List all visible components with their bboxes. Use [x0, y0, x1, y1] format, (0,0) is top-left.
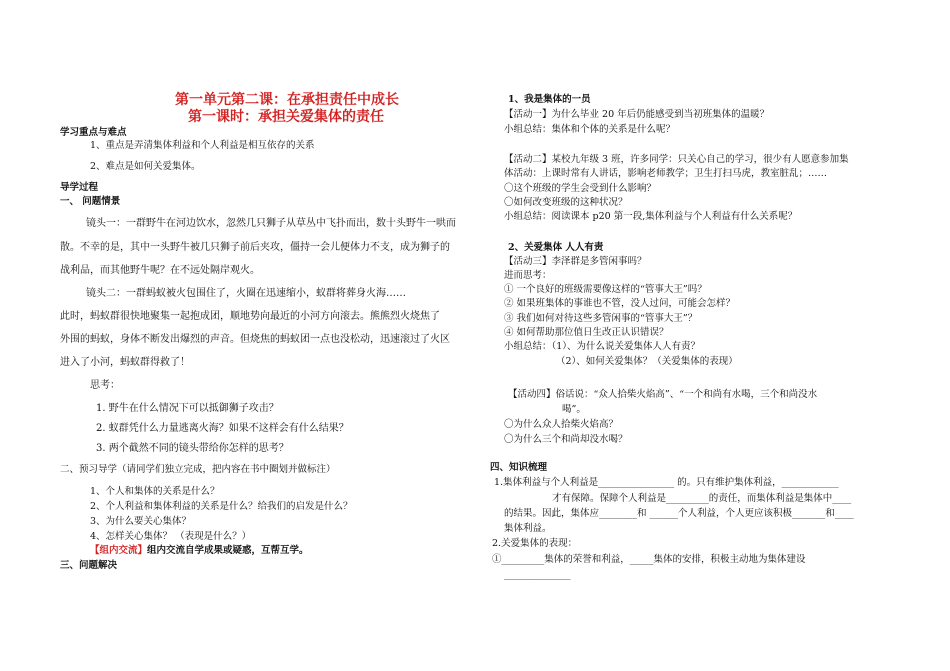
- activity-line: ② 如果班集体的事谁也不管，没人过问，可能会怎样？: [504, 298, 736, 309]
- knowledge-line: 的结果。因此，集体应________和 ______个人利益，个人更应该积极_______和____: [504, 508, 854, 519]
- knowledge-line: ______________: [504, 569, 571, 580]
- knowledge-line: 集体利益。: [504, 523, 552, 534]
- preview-question: 3、为什么要关心集体？: [90, 516, 192, 527]
- activity-line: ① 一个良好的班级需要像这样的“管事大王”吗？: [504, 284, 707, 295]
- paragraph-line: 此时，蚂蚁群很快地聚集一起抱成团，顺地势向最近的小河方向滚去。熊熊烈火烧焦了: [60, 311, 440, 322]
- preview-question: 1、个人和集体的关系是什么？: [90, 486, 220, 497]
- focus-heading: 学习重点与难点: [60, 127, 127, 138]
- activity-line: 【活动四】俗话说：“众人拾柴火焰高”、“一个和尚有水喝，三个和尚没水: [508, 389, 818, 400]
- section-heading: 二、预习导学（请同学们独立完成，把内容在书中圈划并做标注）: [60, 464, 336, 475]
- paragraph-line: 镜头二：一群蚂蚁被火包围住了，火圈在迅速缩小，蚁群将葬身火海……: [86, 288, 406, 299]
- question-item: 3. 两个截然不同的镜头带给你怎样的思考？: [96, 443, 289, 454]
- section-heading: 一、 问题情景: [60, 196, 121, 207]
- knowledge-line: 才有保障。保障个人利益是_________的责任，而集体利益是集体中____: [552, 493, 852, 504]
- paragraph-line: 散。不幸的是，其中一头野牛被几只狮子前后夹攻，僵持一会儿便体力不支，成为狮子的: [60, 242, 450, 253]
- subsection-heading: 2、关爱集体 人人有责: [508, 242, 604, 253]
- activity-line: 【活动二】某校九年级 3 班，许多同学：只关心自己的学习，很少有人愿意参加集: [504, 154, 849, 165]
- page-subtitle: 第一课时：承担关爱集体的责任: [188, 109, 384, 125]
- section-heading: 三、问题解决: [60, 560, 118, 571]
- activity-line: 〇如何改变班级的这种状况？: [504, 197, 628, 208]
- group-exchange-text: 组内交流自学成果或疑惑，互帮互学。: [147, 545, 309, 556]
- paragraph-line: 外围的蚂蚁，身体不断发出爆烈的声音。但烧焦的蚂蚁团一点也没松动，迅速滚过了火区: [60, 334, 450, 345]
- preview-question: 4、怎样关心集体？ （表现是什么？）: [90, 531, 252, 542]
- group-exchange: [90, 546, 309, 556]
- summary-line: 小组总结：（1）、为什么说关爱集体人人有责？: [504, 341, 701, 352]
- subsection-heading: 1、我是集体的一员: [508, 94, 591, 105]
- preview-question: 2、个人利益和集体利益的关系是什么？给我们的启发是什么？: [90, 501, 353, 512]
- activity-line: ④ 如何帮助那位值日生改正认识错误？: [504, 327, 669, 338]
- activity-line: 体活动：上课时常有人讲话，影响老师教学；卫生打扫马虎，教室脏乱；……: [504, 168, 828, 179]
- activity-line: 【活动一】为什么毕业 20 年后仍能感受到当初班集体的温暖？: [504, 109, 770, 120]
- activity-line: 〇这个班级的学生会受到什么影响？: [504, 183, 657, 194]
- paragraph-line: 战利品，而其他野牛呢？在不远处隔岸观火。: [60, 265, 260, 276]
- activity-line: 进而思考：: [504, 270, 552, 281]
- question-item: 1. 野牛在什么情况下可以抵御狮子攻击？: [96, 403, 279, 414]
- knowledge-line: 2.关爱集体的表现：: [492, 538, 578, 549]
- summary-line: 小组总结：集体和个体的关系是什么呢？: [504, 124, 676, 135]
- summary-line: （2）、如何关爱集体？（关爱集体的表现）: [556, 356, 738, 367]
- focus-item: 1、重点是弄清集体利益和个人利益是相互依存的关系: [90, 140, 315, 151]
- paragraph-line: 镜头一：一群野牛在河边饮水，忽然几只狮子从草丛中飞扑而出，数十头野牛一哄而: [86, 218, 456, 229]
- knowledge-line: 1.集体利益与个人利益是________________ 的。只有维护集体利益，____________: [494, 477, 839, 488]
- activity-line: 〇为什么三个和尚却没水喝？: [504, 434, 628, 445]
- activity-line: 【活动三】李泽群是多管闲事吗？: [504, 256, 647, 267]
- activity-line: 〇为什么众人拾柴火焰高？: [504, 419, 619, 430]
- question-item: 2. 蚁群凭什么力量逃离火海？如果不这样会有什么结果？: [96, 423, 349, 434]
- think-label: 思考：: [90, 380, 120, 391]
- paragraph-line: 进入了小河，蚂蚁群得救了！: [60, 357, 190, 368]
- section-heading: 四、知识梳理: [490, 462, 548, 473]
- activity-line: ③ 我们如何对待这些多管闲事的“管事大王”？: [504, 313, 698, 324]
- activity-line: 喝”。: [562, 404, 586, 415]
- focus-item: 2、难点是如何关爱集体。: [90, 161, 201, 172]
- group-exchange-tag: 【组内交流】: [90, 545, 148, 556]
- page-title: 第一单元第二课：在承担责任中成长: [175, 92, 399, 108]
- guide-heading: 导学过程: [60, 182, 99, 193]
- knowledge-line: ①_________集体的荣誉和利益，_____集体的安排，积极主动地为集体建设: [492, 554, 806, 565]
- summary-line: 小组总结：阅读课本 p20 第一段,集体利益与个人利益有什么关系呢？: [504, 211, 798, 222]
